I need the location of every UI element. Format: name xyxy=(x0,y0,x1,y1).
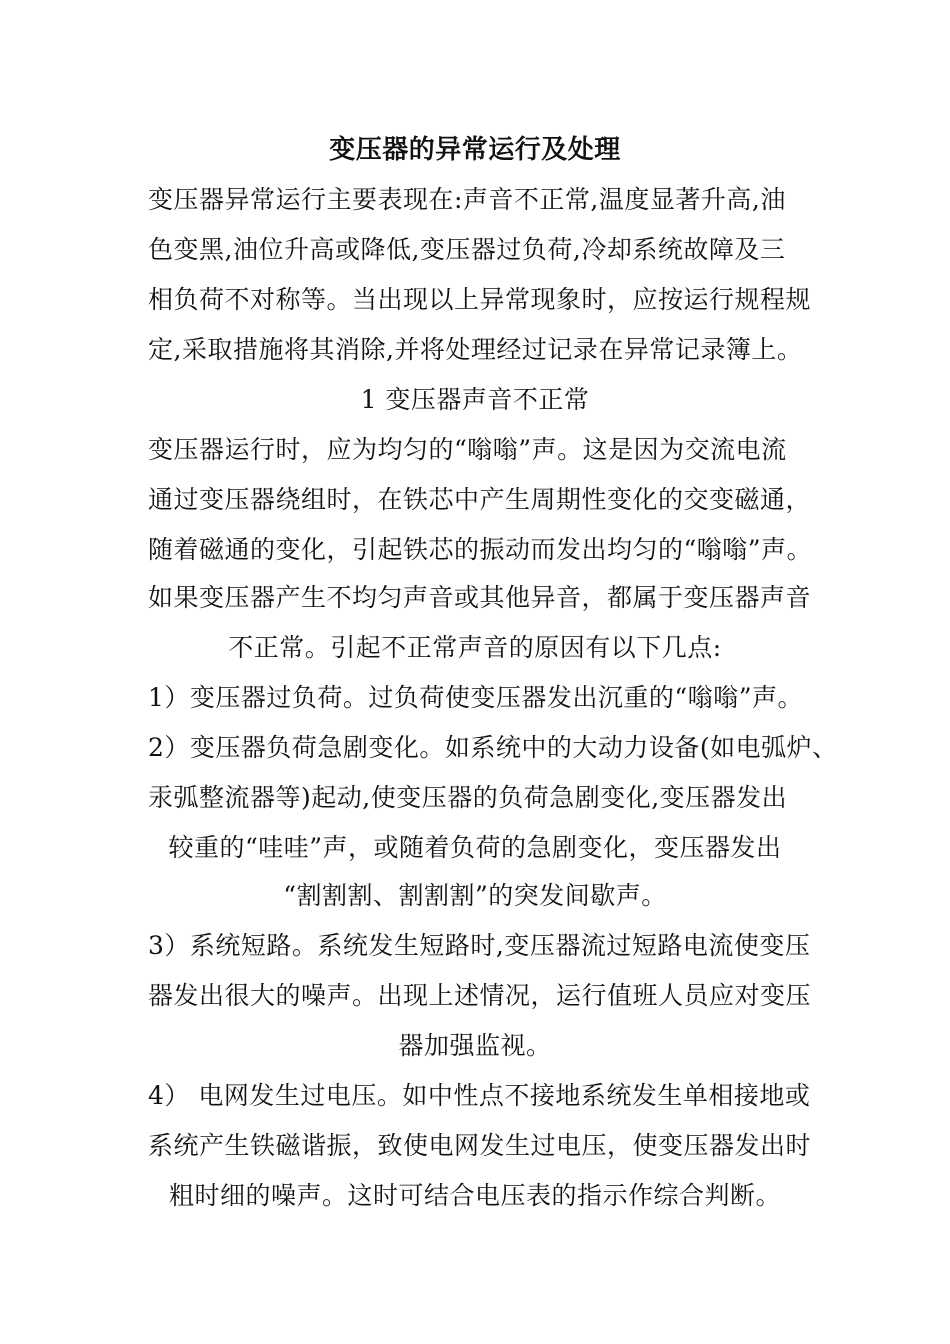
paragraph-line: 随着磁通的变化，引起铁芯的振动而发出均匀的“嗡嗡”声。 xyxy=(148,535,813,564)
paragraph-line: 相负荷不对称等。当出现以上异常现象时，应按运行规程规 xyxy=(148,285,812,314)
paragraph-line-centered: 粗时细的噪声。这时可结合电压表的指示作综合判断。 xyxy=(168,1181,781,1210)
paragraph-line: 系统产生铁磁谐振，致使电网发生过电压，使变压器发出时 xyxy=(148,1131,812,1160)
paragraph-line: 变压器运行时，应为均匀的“嗡嗡”声。这是因为交流电流 xyxy=(148,435,787,464)
paragraph-line: 如果变压器产生不均匀声音或其他异音，都属于变压器声音 xyxy=(148,583,812,612)
paragraph-line-centered: 较重的“哇哇”声，或随着负荷的急剧变化，变压器发出 xyxy=(168,833,782,862)
paragraph-line: 变压器异常运行主要表现在:声音不正常,温度显著升高,油 xyxy=(148,185,786,214)
paragraph-line-centered: 器加强监视。 xyxy=(398,1031,552,1060)
document-title: 变压器的异常运行及处理 xyxy=(329,135,621,165)
list-item-4: 4） 电网发生过电压。如中性点不接地系统发生单相接地或 xyxy=(148,1081,811,1110)
paragraph-line-centered: 不正常。引起不正常声音的原因有以下几点: xyxy=(228,633,722,662)
paragraph-line: 器发出很大的噪声。出现上述情况，运行值班人员应对变压 xyxy=(148,981,812,1010)
paragraph-line: 通过变压器绕组时，在铁芯中产生周期性变化的交变磁通， xyxy=(148,485,812,514)
list-item-3: 3）系统短路。系统发生短路时,变压器流过短路电流使变压 xyxy=(148,931,811,960)
paragraph-line: 汞弧整流器等)起动,使变压器的负荷急剧变化,变压器发出 xyxy=(148,783,788,812)
list-item-1: 1）变压器过负荷。过负荷使变压器发出沉重的“嗡嗡”声。 xyxy=(148,683,803,712)
paragraph-line: 色变黑,油位升高或降低,变压器过负荷,冷却系统故障及三 xyxy=(148,235,786,264)
paragraph-line: 定,采取措施将其消除,并将处理经过记录在异常记录簿上。 xyxy=(148,335,803,364)
list-item-2: 2）变压器负荷急剧变化。如系统中的大动力设备(如电弧炉、 xyxy=(148,733,838,762)
section-heading: 1 变压器声音不正常 xyxy=(360,385,590,414)
paragraph-line-centered: “割割割、割割割”的突发间歇声。 xyxy=(283,881,667,910)
